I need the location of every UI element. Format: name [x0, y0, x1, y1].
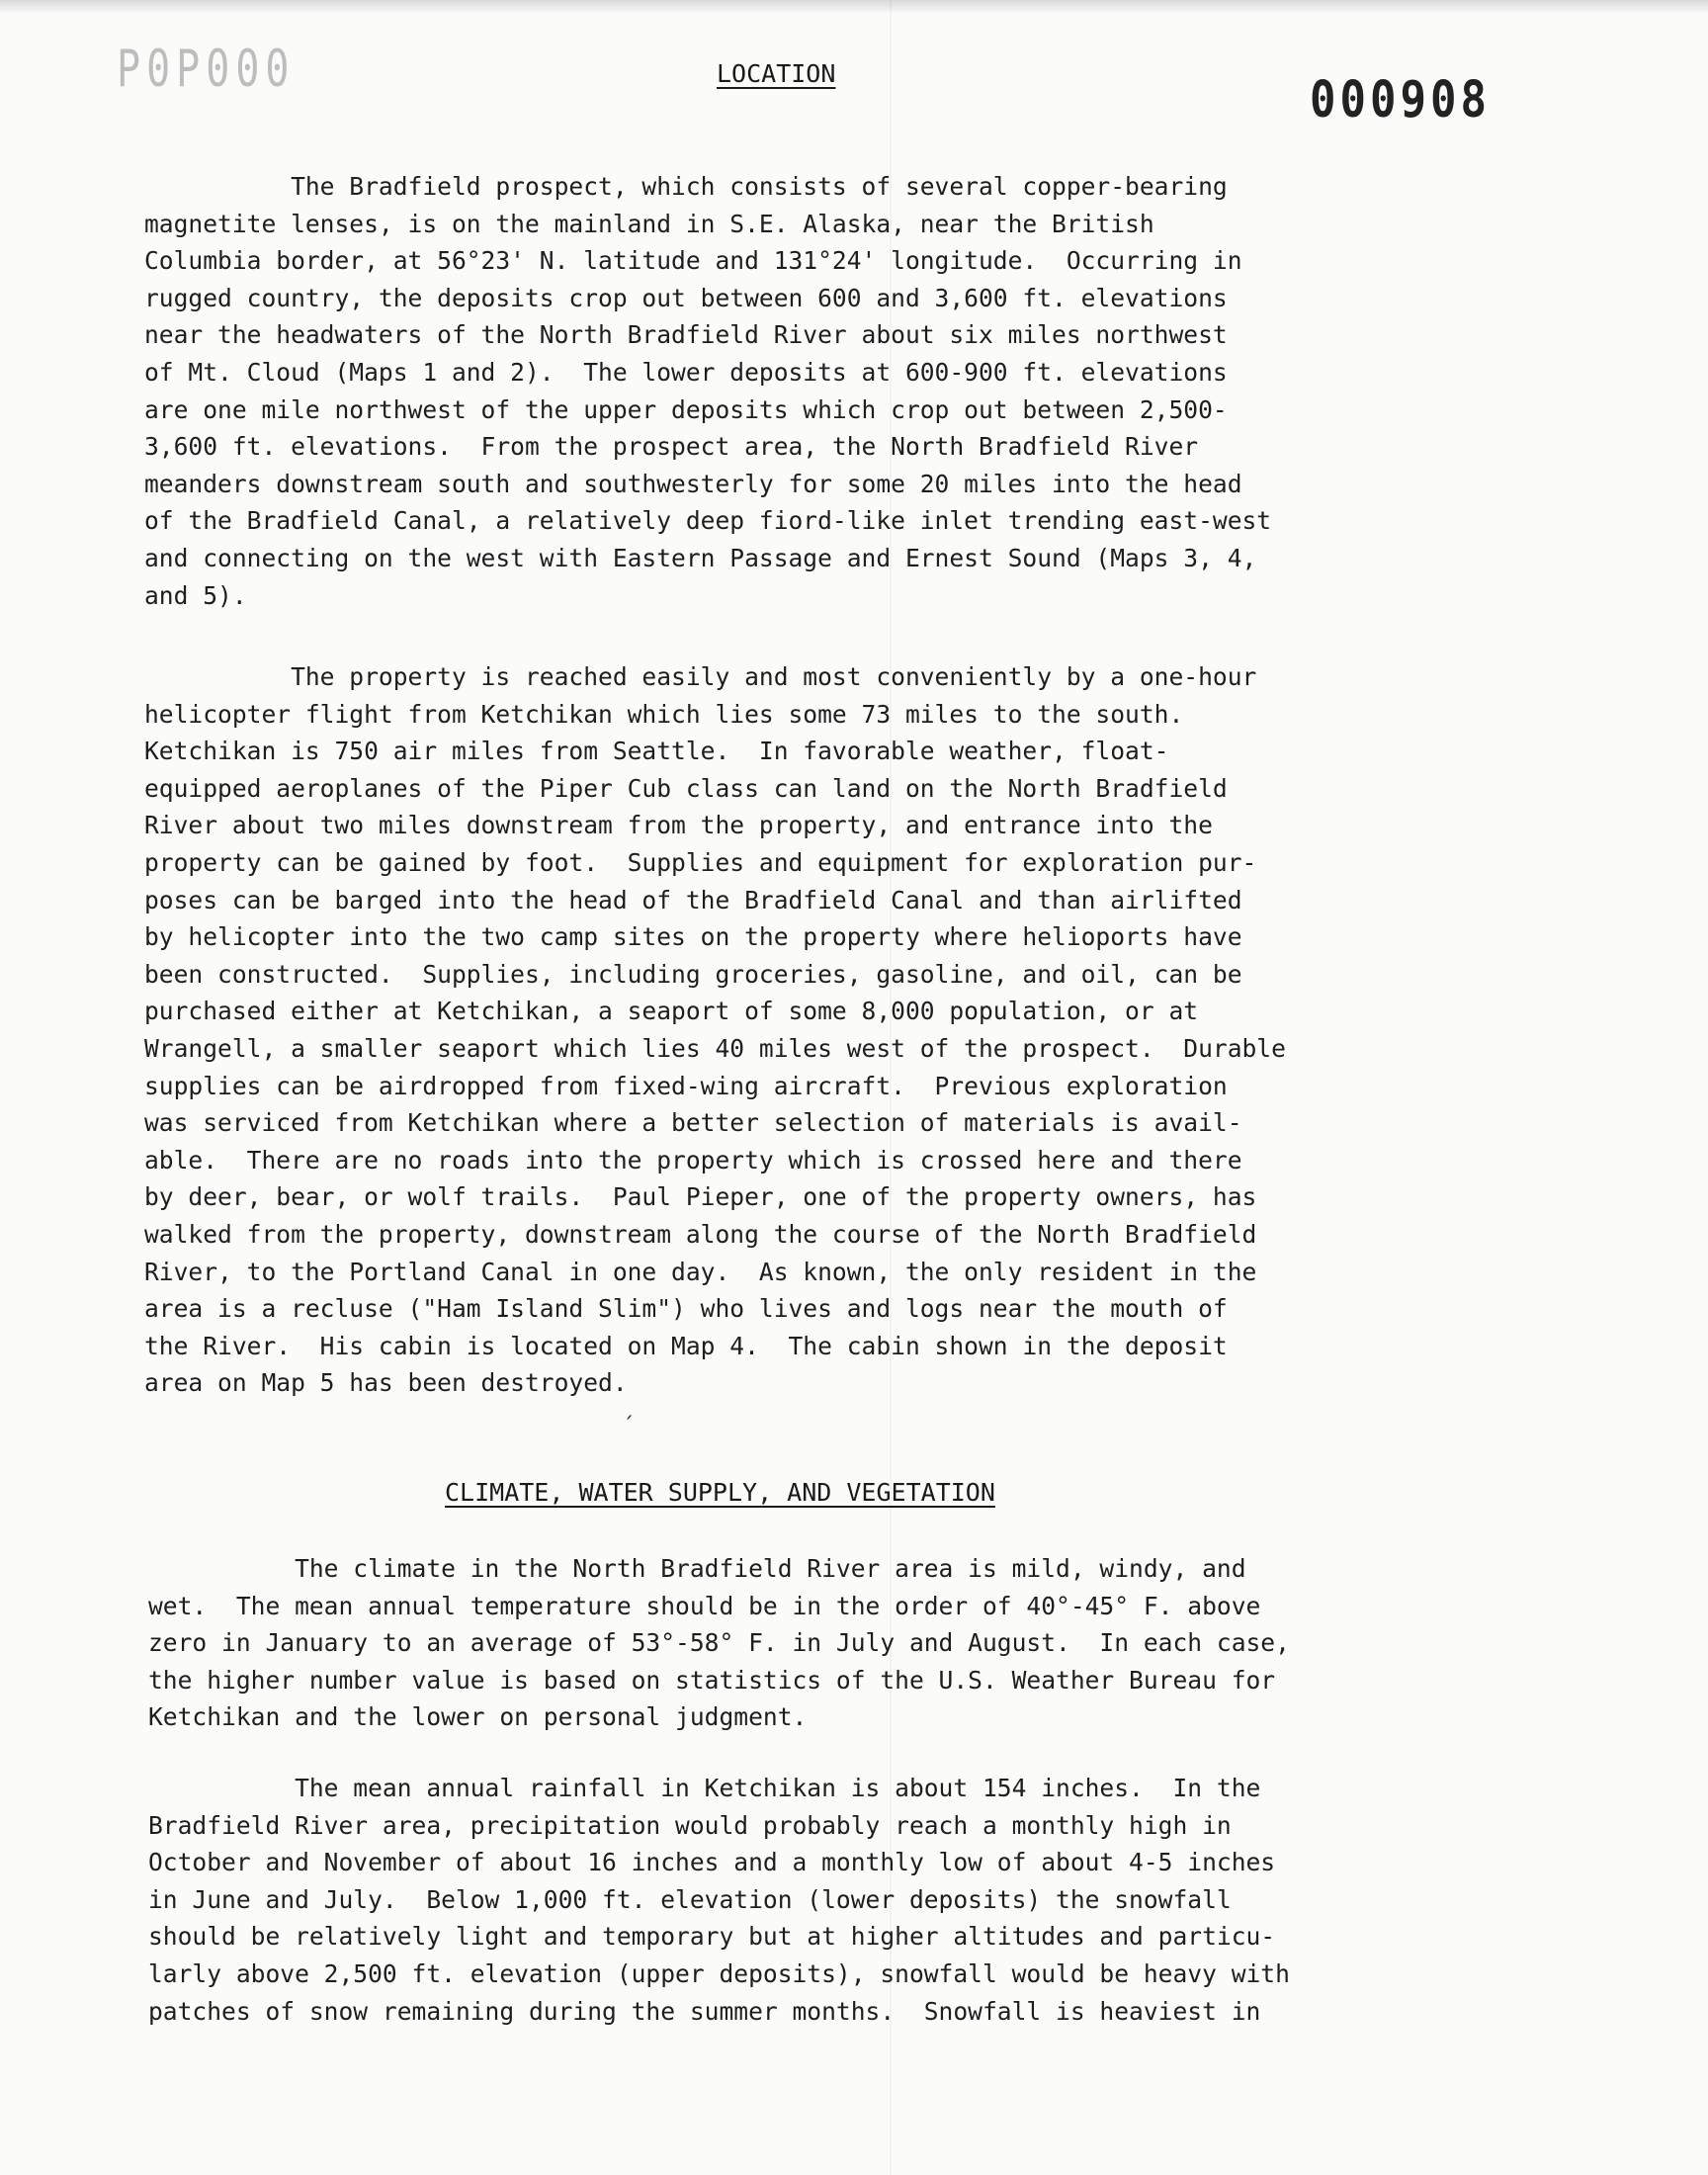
section-heading-climate: CLIMATE, WATER SUPPLY, AND VEGETATION: [445, 1478, 995, 1507]
climate-paragraph-1: The climate in the North Bradfield River area is mild, windy, and wet. The mean annual temperature should be in the order of 40°-45° F. above zero in January to an average of 53°-58° F. in July and August. In each case, the higher number value is based on statistics of the U.S. Weather Bureau for Ketchikan and the lower on personal judgment.: [148, 1554, 1290, 1732]
page-number: 000908: [1310, 71, 1491, 130]
location-paragraph-1: The Bradfield prospect, which consists of several copper-bearing magnetite lenses, is on the mainland in S.E. Alaska, near the British Columbia border, at 56°23' N. latitude and 131°24' longitude. Occurring in rugged country, the deposits crop out between 600 and 3,600 ft. elevations near the headwaters of the North Bradfield River about six miles northwest of Mt. Cloud (Maps 1 and 2). The lower deposits at 600-900 ft. elevations are one mile northwest of the upper deposits which crop out between 2,500- 3,600 ft. elevations. From the prospect area, the North Bradfield River meanders downstream south and southwesterly for some 20 miles into the head of the Bradfield Canal, a relatively deep fiord-like inlet trending east-west and connecting on the west with Eastern Passage and Ernest Sound (Maps 3, 4, and 5).: [144, 172, 1272, 610]
stray-mark: ˏ: [623, 1394, 637, 1419]
climate-paragraph-2: The mean annual rainfall in Ketchikan is about 154 inches. In the Bradfield River area, precipitation would probably reach a monthly high in October and November of about 16 inches and a monthly low of about 4-5 inches in June and July. Below 1,000 ft. elevation (lower deposits) the snowfall should be relatively light and temporary but at higher altitudes and particu- larly above 2,500 ft. elevation (upper deposits), snowfall would be heavy with patches of snow remaining during the summer months. Snowfall is heaviest in: [148, 1774, 1290, 2026]
faded-stamp: P0P000: [117, 40, 296, 99]
location-paragraph-2: The property is reached easily and most conveniently by a one-hour helicopter flight from Ketchikan which lies some 73 miles to the south. Ketchikan is 750 air miles from Seattle. In favorable weather, float- equipped aeroplanes of the Piper Cub class can land on the North Bradfield River about two miles downstream from the property, and entrance into the property can be gained by foot. Supplies and equipment for exploration pur- poses can be barged into the head of the Bradfield Canal and than airlifted by helicopter into the two camp sites on the property where helioports have been constructed. Supplies, including groceries, gasoline, and oil, can be purchased either at Ketchikan, a seaport of some 8,000 population, or at Wrangell, a smaller seaport which lies 40 miles west of the prospect. Durable supplies can be airdropped from fixed-wing aircraft. Previous exploration was serviced from Ketchikan where a better selection of materials is avail- able. There are no roads into the property which is crossed here and there by deer, bear, or wolf trails. Paul Pieper, one of the property owners, has walked from the property, downstream along the course of the North Bradfield River, to the Portland Canal in one day. As known, the only resident in the area is a recluse ("Ham Island Slim") who lives and logs near the mouth of the River. His cabin is located on Map 4. The cabin shown in the deposit area on Map 5 has been destroyed.: [144, 662, 1286, 1398]
section-heading-location: LOCATION: [717, 59, 836, 88]
scan-top-edge: [0, 0, 1708, 14]
